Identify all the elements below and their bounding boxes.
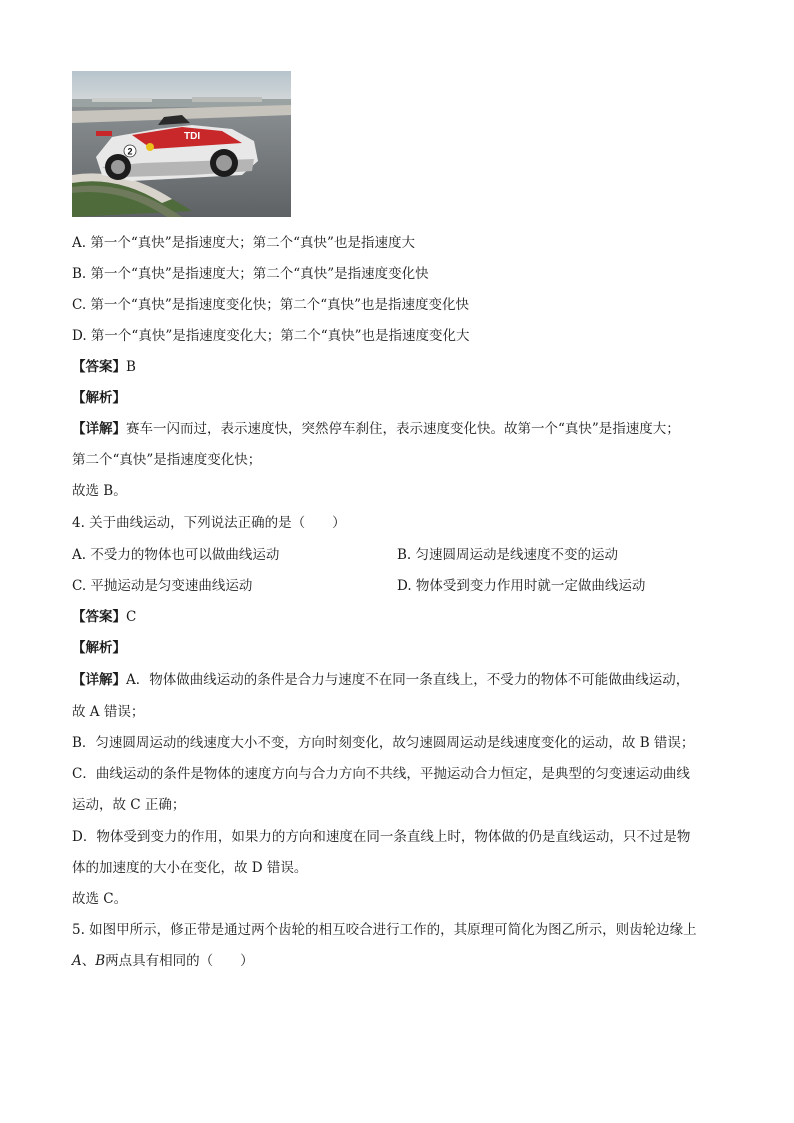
analysis-label: 【解析】: [72, 640, 126, 656]
q4-option-a: A. 不受力的物体也可以做曲线运动: [72, 547, 280, 563]
answer-value: C: [126, 609, 137, 625]
analysis-label: 【解析】: [72, 390, 126, 406]
separator: 、: [81, 953, 96, 969]
q5-stem-line-2: [72, 952, 254, 970]
q4-detail-d-line-1: D．物体受到变力的作用，如果力的方向和速度在同一条直线上时，物体做的仍是直线运动，只不过是物: [72, 829, 691, 845]
q3-detail-line-2: 第二个“真快”是指速度变化快；: [72, 452, 262, 468]
car-sponsor-text: TDI: [184, 131, 201, 142]
detail-label: 【详解】: [72, 421, 126, 437]
q4-analysis-label: [72, 639, 126, 657]
q4-conclusion: 故选 C。: [72, 891, 128, 907]
race-car-image: [72, 71, 291, 217]
detail-label: 【详解】: [72, 672, 126, 688]
q5-stem-line-1: 5. 如图甲所示，修正带是通过两个齿轮的相互咬合进行工作的，其原理可简化为图乙所示，则齿轮边缘上: [72, 922, 697, 938]
q4-detail-a-line-1: [72, 671, 689, 689]
q4-detail-d-line-2: 体的加速度的大小在变化，故 D 错误。: [72, 860, 308, 876]
detail-text: 赛车一闪而过，表示速度快，突然停车刹住，表示速度变化快。故第一个“真快”是指速度大；: [126, 421, 680, 437]
q4-option-b: B. 匀速圆周运动是线速度不变的运动: [397, 547, 619, 563]
point-a-label: A: [72, 953, 82, 969]
detail-text: A．物体做曲线运动的条件是合力与速度不在同一条直线上，不受力的物体不可能做曲线运动，: [126, 672, 690, 688]
q4-detail-a-line-2: 故 A 错误；: [72, 704, 145, 720]
answer-label: 【答案】: [72, 609, 126, 625]
q3-option-a: A. 第一个“真快”是指速度大；第二个“真快”也是指速度大: [72, 235, 415, 251]
q3-option-b: B. 第一个“真快”是指速度大；第二个“真快”是指速度变化快: [72, 266, 429, 282]
stem-rest: 两点具有相同的（ ）: [105, 953, 254, 969]
car-number-text: 2: [127, 146, 133, 157]
answer-value: B: [126, 359, 136, 375]
q3-option-d: D. 第一个“真快”是指速度变化大；第二个“真快”也是指速度变化大: [72, 328, 470, 344]
q3-answer: [72, 358, 136, 376]
q4-stem: 4. 关于曲线运动，下列说法正确的是（ ）: [72, 515, 346, 531]
answer-label: 【答案】: [72, 359, 126, 375]
q3-detail-line-1: [72, 420, 680, 438]
q3-analysis-label: [72, 389, 126, 407]
point-b-label: B: [95, 953, 106, 969]
q4-option-d: D. 物体受到变力作用时就一定做曲线运动: [397, 578, 646, 594]
q4-answer: [72, 608, 136, 626]
q3-conclusion: 故选 B。: [72, 483, 127, 499]
q4-detail-c-line-1: C．曲线运动的条件是物体的速度方向与合力方向不共线，平抛运动合力恒定，是典型的匀变速运动曲线: [72, 766, 690, 782]
q3-option-c: C. 第一个“真快”是指速度变化快；第二个“真快”也是指速度变化快: [72, 297, 470, 313]
race-car-photo: [72, 71, 291, 217]
q4-detail-c-line-2: 运动，故 C 正确；: [72, 797, 186, 813]
q4-option-c: C. 平抛运动是匀变速曲线运动: [72, 578, 253, 594]
q4-detail-b: B．匀速圆周运动的线速度大小不变，方向时刻变化，故匀速圆周运动是线速度变化的运动，故 B 错误；: [72, 735, 695, 751]
